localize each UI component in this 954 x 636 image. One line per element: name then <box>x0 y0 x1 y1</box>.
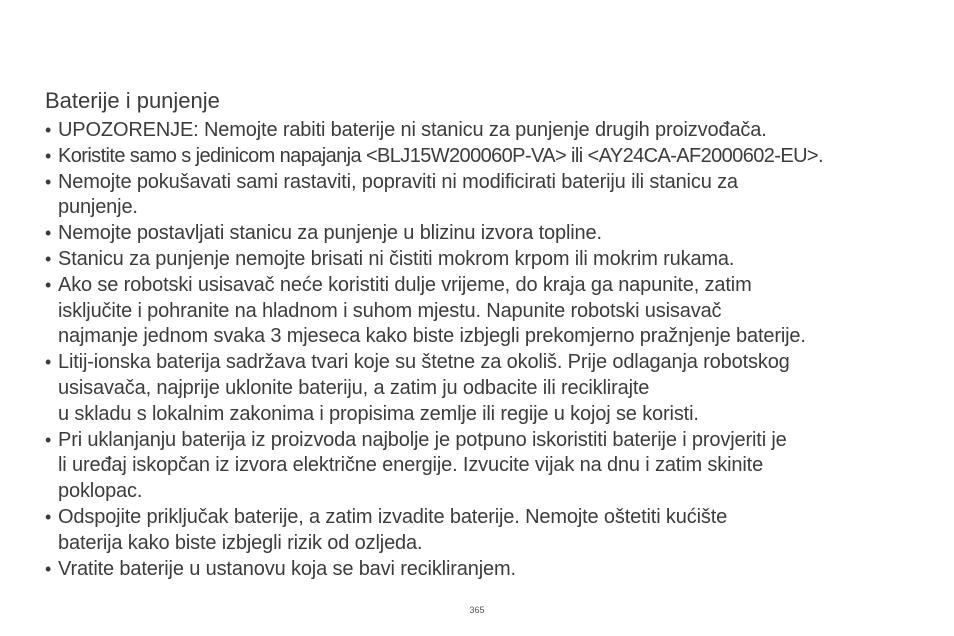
item-line: najmanje jednom svaka 3 mjeseca kako biste izbjegli prekomjerno pražnjenje baterije. <box>58 325 806 348</box>
item-line: Vratite baterije u ustanovu koja se bavi recikliranjem. <box>58 557 516 580</box>
bullet-icon: • <box>45 171 52 192</box>
item-line: li uređaj iskopčan iz izvora električne energije. Izvucite vijak na dnu i zatim skinite <box>58 454 764 477</box>
item-line: Odspojite priključak baterije, a zatim izvadite baterije. Nemojte oštetiti kućište <box>58 505 728 528</box>
item-line: Litij-ionska baterija sadržava tvari koje su štetne za okoliš. Prije odlaganja robotskog <box>58 351 790 374</box>
bullet-icon: • <box>45 120 52 140</box>
item-line: punjenje. <box>58 196 138 219</box>
bullet-icon: • <box>45 145 51 166</box>
bullet-icon: • <box>45 506 52 527</box>
bullet-icon: • <box>45 558 52 579</box>
item-line: Stanicu za punjenje nemojte brisati ni čistiti mokrom krpom ili mokrim rukama. <box>58 247 735 270</box>
item-line: UPOZORENJE: Nemojte rabiti baterije ni stanicu za punjenje drugih proizvođača. <box>58 119 767 141</box>
list-item <box>45 428 925 505</box>
item-line: Koristite samo s jedinicom napajanja <BLJ15W200060P-VA> ili <AY24CA-AF2000602-EU>. <box>58 144 823 167</box>
safety-bullet-list <box>45 118 925 582</box>
item-line: Pri uklanjanju baterija iz proizvoda najbolje je potpuno iskoristiti baterije i provjeriti je <box>58 428 787 451</box>
bullet-icon: • <box>45 223 52 244</box>
list-item <box>45 350 925 427</box>
list-item <box>45 247 925 273</box>
bullet-icon: • <box>45 429 52 450</box>
list-item <box>45 273 925 350</box>
item-line: Nemojte postavljati stanicu za punjenje u blizinu izvora topline. <box>58 222 602 245</box>
item-line: Nemojte pokušavati sami rastaviti, popraviti ni modificirati bateriju ili stanicu za <box>58 170 738 193</box>
document-page <box>45 86 925 582</box>
page-number: 365 <box>469 605 485 615</box>
bullet-icon: • <box>45 248 52 269</box>
list-item <box>45 170 925 222</box>
list-item <box>45 557 925 583</box>
item-line: Ako se robotski usisavač neće koristiti dulje vrijeme, do kraja ga napunite, zatim <box>58 273 752 296</box>
item-line: isključite i pohranite na hladnom i suhom mjestu. Napunite robotski usisavač <box>58 299 722 322</box>
item-line: baterija kako biste izbjegli rizik od ozljeda. <box>58 531 423 554</box>
item-line: u skladu s lokalnim zakonima i propisima zemlje ili regije u kojoj se koristi. <box>58 402 699 425</box>
item-line: usisavača, najprije uklonite bateriju, a zatim ju odbacite ili reciklirajte <box>58 376 650 399</box>
list-item <box>45 505 925 557</box>
bullet-icon: • <box>45 274 52 295</box>
list-item <box>45 221 925 247</box>
list-item <box>45 144 925 170</box>
section-title: Baterije i punjenje <box>45 88 220 113</box>
list-item <box>45 118 925 144</box>
item-line: poklopac. <box>58 480 143 503</box>
bullet-icon: • <box>45 352 52 373</box>
